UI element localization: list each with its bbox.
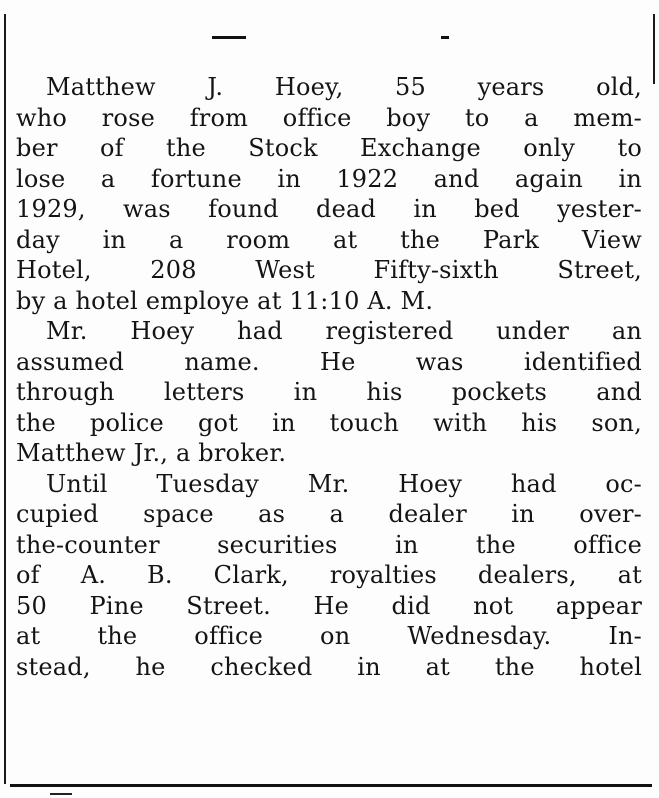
article-line: Matthew J. Hoey, 55 years old,: [46, 73, 642, 101]
article-line: assumed name. He was identified: [16, 347, 642, 376]
article-line: the-counter securities in the office: [16, 530, 642, 559]
article-line: day in a room at the Park View: [16, 225, 642, 254]
article-line: who rose from office boy to a mem-: [16, 103, 642, 132]
column-rule-right: [653, 14, 655, 84]
article-line: through letters in his pockets and: [16, 378, 642, 406]
article-line: Mr. Hoey had registered under an: [46, 317, 642, 345]
article-line: Matthew Jr., a broker.: [16, 439, 287, 467]
header-dash: [212, 36, 246, 39]
article-line: of A. B. Clark, royalties dealers, at: [16, 561, 642, 589]
article-line: by a hotel employe at 11:10 A. M.: [16, 286, 434, 315]
column-rule-bottom: [10, 784, 652, 787]
column-rule-left: [4, 14, 6, 784]
article-line: ber of the Stock Exchange only to: [16, 134, 642, 162]
article-line: stead, he checked in at the hotel: [16, 652, 642, 681]
article-line: 1929, was found dead in bed yester-: [16, 195, 642, 223]
article-line: the police got in touch with his son,: [16, 408, 642, 437]
header-dash-small: [441, 36, 449, 39]
article-line: cupied space as a dealer in over-: [16, 500, 642, 528]
article-line: Until Tuesday Mr. Hoey had oc-: [46, 469, 642, 498]
article-line: 50 Pine Street. He did not appear: [16, 591, 642, 620]
article-line: at the office on Wednesday. In-: [16, 622, 642, 650]
article-line: lose a fortune in 1922 and again in: [16, 164, 642, 193]
footer-dash: [50, 793, 72, 795]
article-body: [16, 72, 642, 682]
article-line: Hotel, 208 West Fifty-sixth Street,: [16, 256, 642, 284]
